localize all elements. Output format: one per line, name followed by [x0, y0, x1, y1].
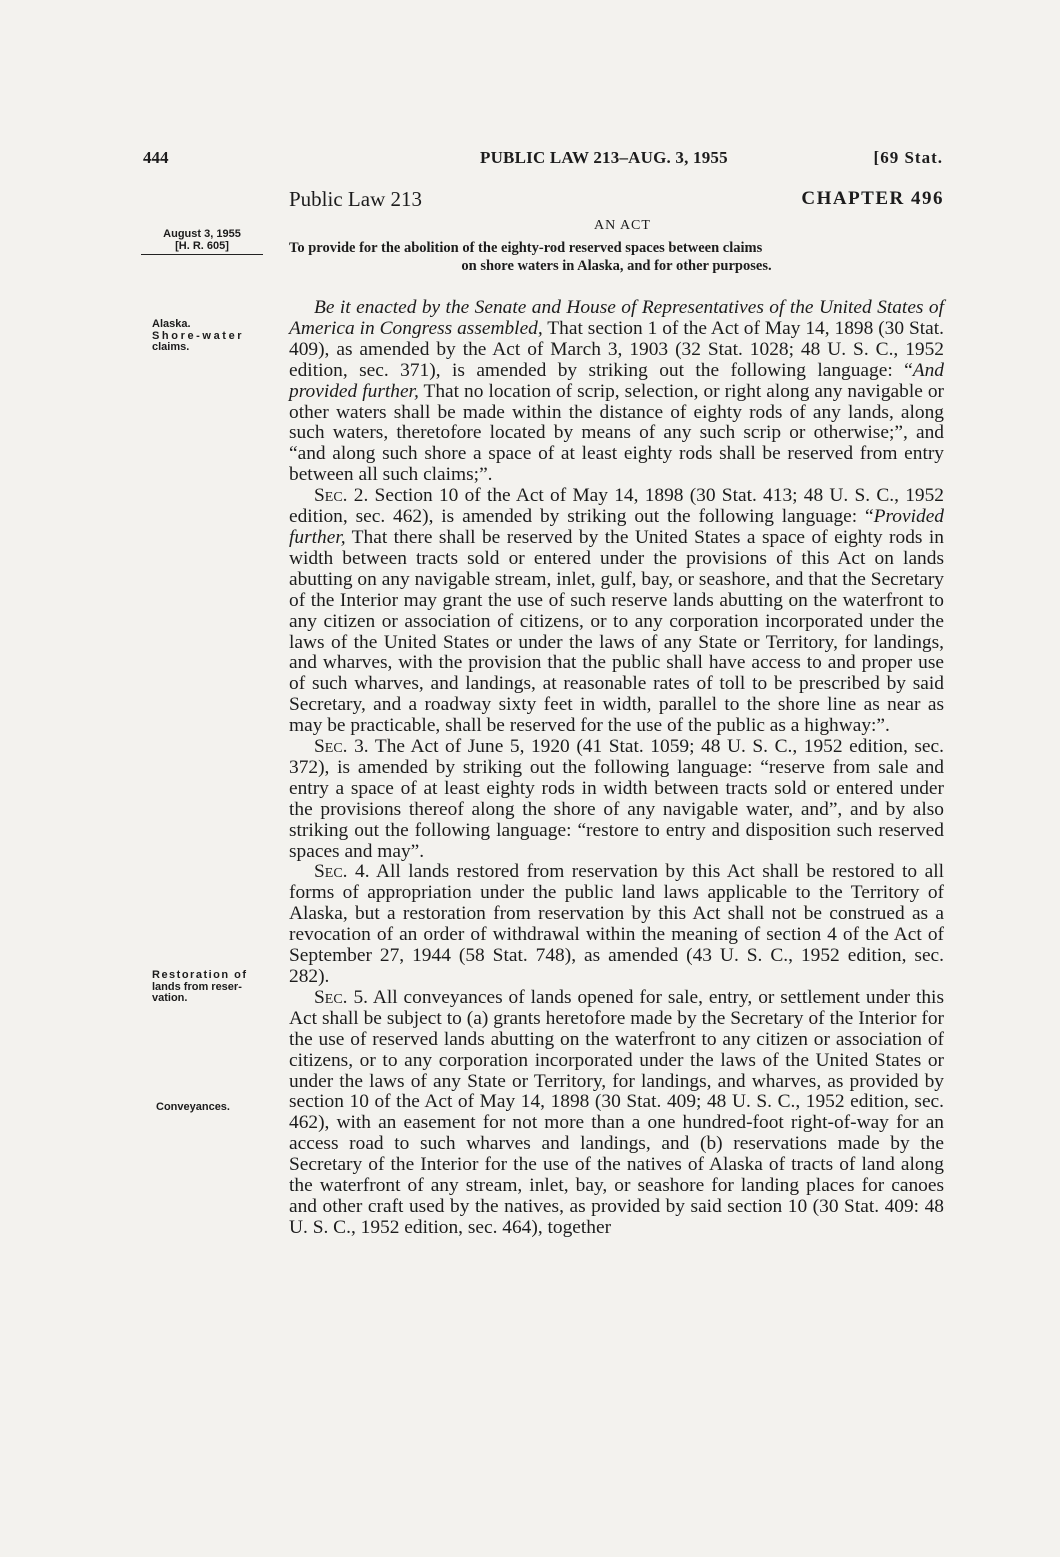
margin-alaska-line1: Alaska.: [152, 318, 191, 330]
section-4-label: Sec. 4.: [314, 861, 370, 883]
purpose-line-2: on shore waters in Alaska, and for other purposes.: [461, 258, 772, 274]
purpose-line-1: To provide for the abolition of the eighty-rod reserved spaces between claims: [289, 240, 763, 256]
margin-restore-line3: vation.: [152, 992, 188, 1004]
section-2-emphasis: Provided further,: [289, 506, 944, 548]
margin-note-restoration: [152, 970, 274, 1005]
margin-date-note: [141, 228, 263, 255]
section-4-text: All lands restored from reservation by this Act shall be restored to all forms of appropriation under the public land laws applicable to the Territory of Alaska, but a restoration from reservation by this Act shall not be construed as a revocation of an order of withdrawal within the meaning of section 4 of the Act of September 27, 1944 (58 Stat. 748), as amended (43 U. S. C., 1952 edition, sec. 282).: [289, 861, 944, 987]
section-5-label: Sec. 5.: [314, 986, 368, 1008]
section-2: [289, 486, 944, 737]
chapter-number: CHAPTER 496: [801, 188, 944, 209]
section-1-emphasis: And provided further,: [289, 359, 944, 402]
section-1: [289, 298, 944, 486]
bill-number: [H. R. 605]: [175, 240, 229, 252]
section-2-label: Sec. 2.: [314, 485, 369, 507]
margin-alaska-line2: Shore-water: [152, 329, 245, 342]
margin-note-conveyances: Conveyances.: [156, 1101, 230, 1113]
public-law-title: Public Law 213: [289, 187, 422, 211]
margin-note-alaska: [152, 319, 274, 354]
act-body: [289, 298, 944, 1239]
margin-alaska-line3: claims.: [152, 341, 190, 353]
header-volume: [69 Stat.: [873, 148, 943, 167]
section-2-text-b: That there shall be reserved by the United States a space of eighty rods in width between tracts sold or entered under the provisions of this Act on lands abutting on any navigable stream, inlet, gulf, bay, or seashore, and that the Secretary of the Interior may grant the use of such reserve lands abutting on the waterfront to any citizen or association of citizens, or to any corporation incorporated under the laws of the United States or under the laws of any State or Territory, for landings, and wharves, with the provision that the public shall have access to and proper use of such wharves, and landings, at reasonable rates of toll to be prescribed by said Secretary, and a roadway sixty feet in width, parallel to the shore line as near as may be practicable, shall be reserved for the use of the public as a highway:”.: [289, 526, 944, 737]
margin-restore-line2: lands from reser-: [152, 980, 242, 993]
section-3-label: Sec. 3.: [314, 736, 369, 758]
page-number: 444: [143, 148, 169, 167]
section-1-text-b: That no location of scrip, selection, or right along any navigable or other waters shall be made within the distance of eighty rods of any lands, along such waters, theretofore located by means of any such scrip or otherwise;”, and “and along such shore a space of at least eighty rods shall be reserved from entry between all such claims;”.: [289, 380, 944, 486]
margin-restore-line1: Restoration of: [152, 969, 248, 981]
running-header: [143, 148, 943, 172]
section-5-text: All conveyances of lands opened for sale, entry, or settlement under this Act shall be subject to (a) grants heretofore made by the Secretary of the Interior for the use of reserved lands abutting on the waterfront to any citizen or association of citizens, or to any corporation incorporated under the laws of the United States or under the laws of any State or Territory, for landings, and wharves, as provided by section 10 of the Act of May 14, 1898 (30 Stat. 409; 48 U. S. C., 1952 edition, sec. 462), with an easement for not more than a one hundred-foot right-of-way for an access road to such wharves and landings, and (b) reservations made by the Secretary of the Interior for the use of the natives of Alaska of tracts of land along the waterfront of any stream, inlet, bay, or seashore for landing places for canoes and other craft used by the natives, as provided by said section 10 (30 Stat. 409: 48 U. S. C., 1952 edition, sec. 464), together: [289, 986, 944, 1238]
section-2-text-a: Section 10 of the Act of May 14, 1898 (30 Stat. 413; 48 U. S. C., 1952 edition, sec. 462), is amended by striking out the following language: “: [289, 485, 944, 528]
section-4: [289, 862, 944, 987]
an-act-heading: AN ACT: [594, 218, 651, 233]
section-1-text-a: That section 1 of the Act of May 14, 1898 (30 Stat. 409), as amended by the Act of March 3, 1903 (32 Stat. 1028; 48 U. S. C., 1952 edition, sec. 371), is amended by striking out the following language: “: [289, 317, 944, 381]
section-3: [289, 737, 944, 862]
title-row: [289, 187, 944, 215]
act-purpose: [289, 239, 944, 275]
enacting-clause: Be it enacted by the Senate and House of Representatives of the United States of America in Congress assembled,: [289, 297, 944, 339]
header-title: PUBLIC LAW 213–AUG. 3, 1955: [480, 148, 728, 167]
section-5: [289, 988, 944, 1239]
section-3-text: The Act of June 5, 1920 (41 Stat. 1059; 48 U. S. C., 1952 edition, sec. 372), is amended by striking out the following language: “reserve from sale and entry a space of at least eighty rods in width between tracts sold or entered under the provisions thereof along the shore of any navigable water, and”, and by also striking out the following language: “restore to entry and disposition such reserved spaces and may”.: [289, 736, 944, 862]
approval-date: August 3, 1955: [163, 228, 241, 240]
